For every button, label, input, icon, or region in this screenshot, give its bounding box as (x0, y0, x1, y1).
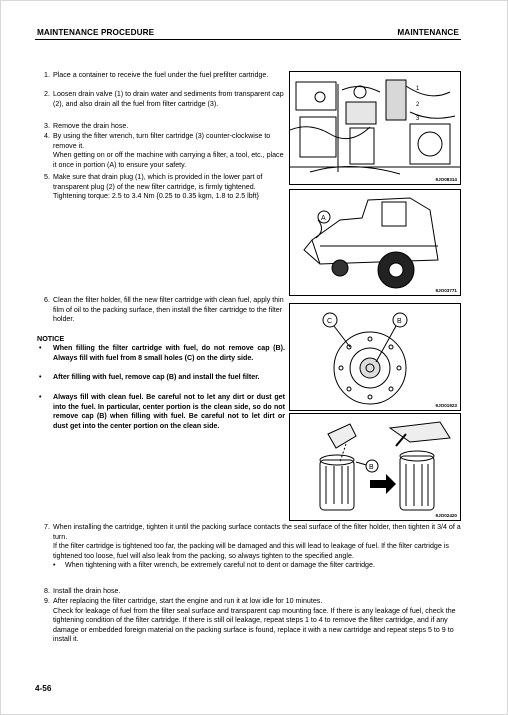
step-number: 4. (44, 132, 50, 140)
notice-item: • Always fill with clean fuel. Be careful not to let any dirt or dust get into the fuel. In particular, center portion is the clean side, so do not remove cap (B) when filling with fuel. Be careful not to let dirt or dust get into the center portion on the clean side. (39, 393, 285, 430)
step-text: When installing the cartridge, tighten it until the packing surface contacts the seal surface of the filter holder, then tighten it 3/4 of a turn. (53, 523, 461, 541)
fig3-label: C (327, 318, 333, 325)
figure-fill-fuel (289, 413, 461, 521)
notice-text: After filling with fuel, remove cap (B) and install the fuel filter. (53, 373, 260, 381)
fig1-label: 1 (416, 86, 420, 92)
figure-filter-top-view (289, 303, 461, 411)
fuel-prefilter-illustration (290, 72, 460, 184)
header-left: MAINTENANCE PROCEDURE (37, 28, 155, 37)
step-text: Install the drain hose. (53, 587, 121, 595)
step-bullet: • When tightening with a filter wrench, be extremely careful not to dent or damage the filter cartridge. (53, 561, 375, 569)
step-extra: When getting on or off the machine with carrying a filter, a tool, etc., place it once in portion (A) to ensure your safety. (53, 151, 284, 169)
figure-code: 9JO03771 (435, 288, 457, 293)
figure-machine-portion-a (289, 189, 461, 296)
step-5 (44, 173, 284, 202)
notice-text: Always fill with clean fuel. Be careful not to let any dirt or dust get into the fuel. In particular, center portion is the clean side, so do not remove cap (B) when filling with fuel. Be careful not to let dirt or dust get into the center portion on the clean side. (53, 393, 285, 430)
machine-illustration (290, 190, 460, 295)
notice-title: NOTICE (37, 334, 65, 343)
step-7 (44, 523, 464, 571)
figure-code: 9JO08314 (435, 177, 457, 182)
step-text: After replacing the filter cartridge, start the engine and run it at low idle for 10 minutes. (53, 597, 323, 605)
step-extra: Tightening torque: 2.5 to 3.4 Nm {0.25 to 0.35 kgm, 1.8 to 2.5 lbft} (53, 192, 259, 200)
notice-item: • After filling with fuel, remove cap (B) and install the fuel filter. (37, 373, 285, 383)
filter-top-illustration (290, 304, 460, 410)
header-right: MAINTENANCE (397, 28, 459, 37)
step-extra: Check for leakage of fuel from the filter seal surface and transparent cap mounting face. If there is any leakage of fuel, check the tightening condition of the filter cartridge. If there is still oil leakage, repeat steps 1 to 4 to remove the filter cartridge, and if any damage or embedded foreign material on the packing surface is found, replace it with a new cartridge and repeat steps 5 to 9 to install it. (53, 606, 456, 643)
step-extra: If the filter cartridge is tightened too far, the packing will be damaged and this will lead to leakage of fuel. If the filter cartridge is tightened too loose, fuel will also leak from the packing, so always tighten to the specified angle. (53, 542, 449, 560)
step-number: 9. (44, 597, 50, 605)
step-number: 2. (44, 90, 50, 98)
step-number: 8. (44, 587, 50, 595)
step-text: Make sure that drain plug (1), which is provided in the lower part of transparent plug (2) of the new filter cartridge, is firmly tightened. (53, 173, 263, 191)
notice-text: When filling the filter cartridge with fuel, do not remove cap (B). Always fill with fuel from 8 small holes (C) on the dirty side. (53, 344, 285, 362)
fig4-label: B (369, 464, 374, 471)
notice-item: • When filling the filter cartridge with fuel, do not remove cap (B). Always fill with fuel from 8 small holes (C) on the dirty side. (39, 344, 285, 362)
step-9 (44, 597, 464, 645)
step-number: 6. (44, 296, 50, 304)
step-number: 5. (44, 173, 50, 181)
step-8 (44, 587, 464, 597)
step-text: Clean the filter holder, fill the new filter cartridge with clean fuel, apply thin film of oil to the packing surface, then install the filter cartridge to the filter holder. (53, 296, 284, 323)
step-6 (44, 296, 284, 325)
fig1-label: 3 (416, 116, 420, 122)
step-1 (44, 71, 284, 81)
page-number: 4-56 (35, 684, 52, 693)
step-bullet-text: When tightening with a filter wrench, be extremely careful not to dent or damage the filter cartridge. (65, 561, 375, 569)
step-text: By using the filter wrench, turn filter cartridge (3) counter-clockwise to remove it. (53, 132, 271, 150)
header-rule (35, 39, 461, 40)
step-number: 3. (44, 122, 50, 130)
step-3 (44, 122, 284, 132)
step-2 (44, 90, 284, 109)
fig3-label: B (397, 318, 402, 325)
figure-code: 9JO02420 (435, 513, 457, 518)
figure-code: 9JO01923 (435, 403, 457, 408)
step-text: Remove the drain hose. (53, 122, 129, 130)
fig2-label: A (321, 215, 326, 222)
step-text: Loosen drain valve (1) to drain water and sediments from transparent cap (2), and also drain all the fuel from filter cartridge (3). (53, 90, 284, 108)
step-number: 7. (44, 523, 50, 531)
figure-fuel-prefilter (289, 71, 461, 185)
fill-fuel-illustration (290, 414, 460, 520)
step-text: Place a container to receive the fuel under the fuel prefilter cartridge. (53, 71, 269, 79)
step-4 (44, 132, 284, 170)
step-number: 1. (44, 71, 50, 79)
fig1-label: 2 (416, 102, 420, 108)
